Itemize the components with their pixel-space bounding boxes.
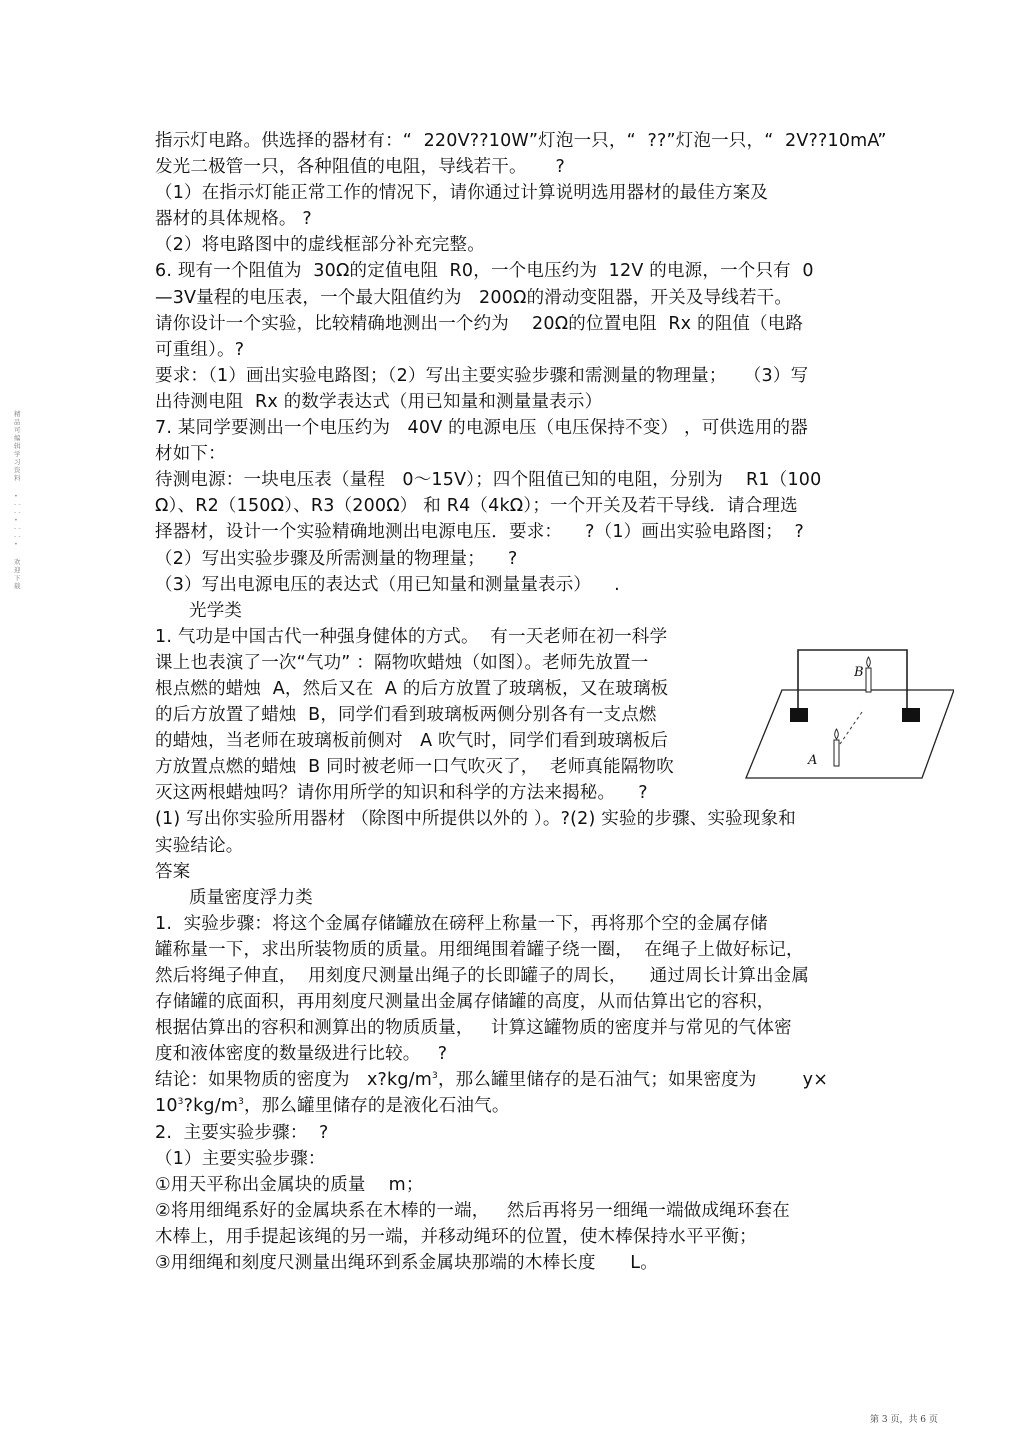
text-line: ①用天平称出金属块的质量 m；: [155, 1174, 424, 1195]
label-a: A: [808, 753, 818, 768]
text-line: 课上也表演了一次“气功” ：隔物吹蜡烛（如图）。老师先放置一: [155, 652, 649, 673]
figure-drawing: [742, 640, 954, 780]
conclusion-text: ，那么罐里储存的是液化石油气。: [244, 1096, 510, 1117]
text-line: 实验结论。: [155, 835, 244, 856]
label-b: B: [854, 665, 864, 680]
text-line: 2. 主要实验步骤： ?: [155, 1122, 329, 1143]
text-line: （1）主要实验步骤：: [155, 1148, 326, 1169]
text-line: 要求：（1）画出实验电路图；（2）写出主要实验步骤和需测量的物理量； （3）写: [155, 365, 809, 386]
text-line: （2）将电路图中的虚线框部分补充完整。: [155, 235, 485, 256]
text-line: 6. 现有一个阻值为 30Ω的定值电阻 R0，一个电压约为 12V 的电源，一个只有 0: [155, 261, 814, 282]
text-line: Ω）、R2（150Ω）、R3（200Ω） 和 R4（4kΩ）；一个开关及若干导线．请合理选: [155, 496, 798, 517]
conclusion-text: ?kg/m: [183, 1096, 239, 1117]
text-line: 方放置点燃的蜡烛 B 同时被老师一口气吹灭了， 老师真能隔物吹: [155, 757, 674, 778]
conclusion-line: [155, 1067, 875, 1093]
answers-heading: 答案: [155, 861, 191, 882]
answers-subheading: 质量密度浮力类: [189, 887, 313, 908]
page-number: 第 3 页，共 6 页: [870, 1415, 938, 1425]
superscript: 3: [238, 1097, 245, 1108]
optics-question-text: [155, 624, 725, 807]
text-line: 指示灯电路。供选择的器材有：“ 220V??10W”灯泡一只，“ ??”灯泡一只，“ 2V??10mA”: [155, 131, 887, 151]
flame-a-icon: [835, 729, 839, 739]
text-line: 度和液体密度的数量级进行比较。 ?: [155, 1044, 448, 1065]
text-line: 可重组）。?: [155, 339, 245, 360]
glass-plate-frame: [798, 650, 907, 716]
text-line: 器材的具体规格。 ?: [155, 209, 312, 230]
text-line: 发光二极管一只，各种阻值的电阻，导线若干。 ?: [155, 157, 566, 178]
text-line: （3）写出电源电压的表达式（用已知量和测量量表示） .: [155, 574, 620, 595]
text-line: （1）在指示灯能正常工作的情况下，请你通过计算说明选用器材的最佳方案及: [155, 183, 769, 204]
text-line: 材如下：: [155, 444, 226, 465]
section-heading-optics: 光学类: [189, 600, 243, 621]
table-surface: [746, 690, 954, 778]
text-line: 出待测电阻 Rx 的数学表达式（用已知量和测量量表示）: [155, 391, 603, 412]
text-line: 1. 实验步骤：将这个金属存储罐放在磅秤上称量一下，再将那个空的金属存储: [155, 913, 768, 934]
reflection-line: [840, 712, 862, 744]
text-line: 罐称量一下，求出所装物质的质量。用细绳围着罐子绕一圈， 在绳子上做好标记，: [155, 939, 804, 960]
watermark-bottom-text: 欢迎下载: [14, 558, 21, 590]
text-line: (1) 写出你实验所用器材 （除图中所提供以外的 ）。?(2) 实验的步骤、实验现象和: [155, 809, 796, 830]
text-line: 然后将绳子伸直， 用刻度尺测量出绳子的长即罐子的周长， 通过周长计算出金属: [155, 966, 810, 986]
text-line: ③用细绳和刻度尺测量出绳环到系金属块那端的木棒长度 L。: [155, 1253, 658, 1274]
text-line: 择器材，设计一个实验精确地测出电源电压．要求： ?（1）画出实验电路图； ?: [155, 522, 804, 543]
watermark-dots: • - - - - • - - - - •: [14, 492, 21, 548]
text-line: 的后方放置了蜡烛 B，同学们看到玻璃板两侧分别各有一支点燃: [155, 705, 657, 726]
flame-b-icon: [867, 657, 871, 667]
conclusion-text: ，那么罐里储存的是石油气；如果密度为 y×: [437, 1070, 829, 1091]
section-electricity: [155, 128, 887, 598]
text-line: 灭这两根蜡烛吗？请你用所学的知识和科学的方法来揭秘。 ?: [155, 783, 648, 804]
right-base-block: [902, 708, 920, 722]
text-line: 7. 某同学要测出一个电压约为 40V 的电源电压（电压保持不变） ，可供选用的器: [155, 418, 808, 439]
section-answers: [155, 859, 875, 1277]
superscript: 3: [432, 1071, 438, 1082]
superscript: 3: [177, 1097, 184, 1108]
conclusion-text: 结论：如果物质的密度为 x?kg/m: [155, 1070, 433, 1091]
text-line: 存储罐的底面积，再用刻度尺测量出金属存储罐的高度，从而估算出它的容积，: [155, 992, 775, 1013]
text-line: —3V量程的电压表，一个最大阻值约为 200Ω的滑动变阻器，开关及导线若干。: [155, 287, 793, 308]
candle-a: [834, 740, 839, 766]
left-base-block: [790, 708, 808, 722]
text-line: ②将用细绳系好的金属块系在木棒的一端， 然后再将另一细绳一端做成绳环套在: [155, 1200, 790, 1221]
conclusion-line-2: [155, 1093, 875, 1119]
text-line: 根点燃的蜡烛 A，然后又在 A 的后方放置了玻璃板，又在玻璃板: [155, 678, 669, 699]
text-line: 1. 气功是中国古代一种强身健体的方式。 有一天老师在初一科学: [155, 626, 668, 647]
conclusion-text: 10: [155, 1096, 178, 1117]
candle-b: [866, 668, 871, 692]
side-watermark: [14, 410, 22, 590]
text-line: 根据估算出的容积和测算出的物质质量， 计算这罐物质的密度并与常见的气体密: [155, 1018, 792, 1039]
text-line: 的蜡烛，当老师在玻璃板前侧对 A 吹气时，同学们看到玻璃板后: [155, 731, 669, 752]
text-line: 木棒上，用手提起该绳的另一端，并移动绳环的位置，使木棒保持水平平衡；: [155, 1226, 757, 1247]
candle-glass-figure: [742, 640, 954, 780]
text-line: 待测电源：一块电压表（量程 0～15V）；四个阻值已知的电阻，分别为 R1（100: [155, 470, 822, 491]
watermark-top-text: 精品可编辑学习资料: [14, 410, 21, 482]
text-line: 请你设计一个实验，比较精确地测出一个约为 20Ω的位置电阻 Rx 的阻值（电路: [155, 313, 804, 334]
text-line: （2）写出实验步骤及所需测量的物理量； ?: [155, 548, 518, 569]
